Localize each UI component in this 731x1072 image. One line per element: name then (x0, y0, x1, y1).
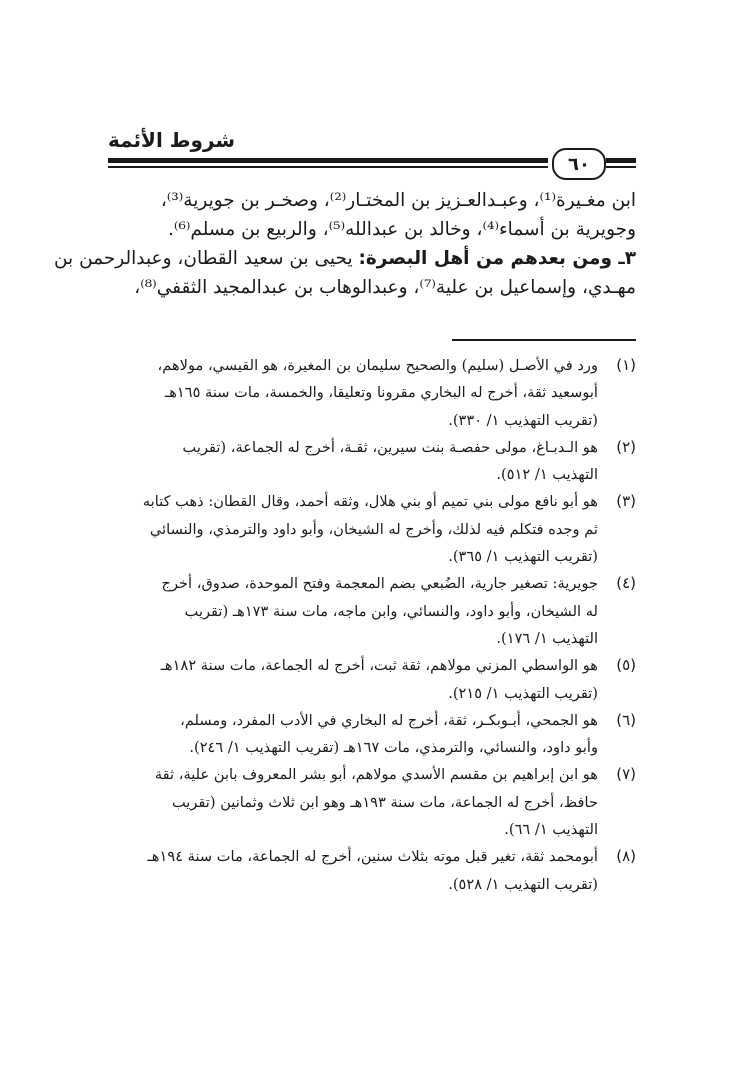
footnote (108, 707, 636, 762)
footnote-line: أبومحمد ثقة، تغير قبل موته بثلاث سنين، أخرج له الجماعة، مات سنة ١٩٤هـ (147, 848, 598, 866)
footnote-line: التهذيب ١/ ١٧٦). (496, 629, 598, 647)
body-line-text: يحيى بن سعيد القطان، وعبدالرحمن بن (53, 248, 359, 269)
footnote-line: (تقريب التهذيب ١/ ٣٣٠). (448, 411, 598, 429)
footnote-line: (تقريب التهذيب ١/ ٥٢٨). (448, 875, 598, 893)
footnote-line: (تقريب التهذيب ١/ ٢١٥). (448, 684, 598, 702)
footnote-number: (٢) (616, 437, 636, 456)
footnote-line: وأبو داود، والنسائي، والترمذي، مات ١٦٧هـ (تقريب التهذيب ١/ ٢٤٦). (189, 739, 598, 757)
footnote-line: التهذيب ١/ ٦٦). (504, 821, 598, 839)
footnote-line: حافظ، أخرج له الجماعة، مات سنة ١٩٣هـ وهو ابن ثلاث وثمانين (تقريب (171, 793, 598, 811)
footnote (108, 652, 636, 707)
footnote-number: (٦) (616, 710, 636, 729)
footnote-line: هو ابن إبراهيم بن مقسم الأسدي مولاهم، أبو بشر المعروف بابن علية، ثقة (154, 766, 598, 784)
footnote-line: ثم وجده فتكلم فيه لذلك، وأخرج له الشيخان، وأبو داود والترمذي، والنسائي (149, 520, 598, 538)
page-number: ٦٠ (552, 148, 606, 180)
footnote-number: (١) (616, 356, 636, 374)
footnote-line: له الشيخان، وأبو داود، والنسائي، وابن ماجه، مات سنة ١٧٣هـ (تقريب (184, 602, 598, 620)
body-line: وجويرية بن أسماء⁽⁴⁾، وخالد بن عبدالله⁽⁵⁾، والربيع بن مسلم⁽⁶⁾. (168, 219, 636, 240)
main-text (53, 186, 636, 302)
footnote-number: (٧) (616, 765, 636, 784)
footnote-line: أبوسعيد ثقة، أخرج له البخاري مقرونا وتعليقا، والخمسة، مات سنة ١٦٥هـ (164, 384, 598, 402)
section-heading: ٣ـ ومن بعدهم من أهل البصرة: (358, 248, 636, 269)
footnote (108, 761, 636, 843)
footnote-line: هو أبو نافع مولى بني تميم أو بني هلال، وثقه أحمد، وقال القطان: ذهب كتابه (142, 493, 598, 511)
running-title: شروط الأئمة (108, 128, 236, 152)
header-rule-thick (108, 158, 548, 163)
footnote-line: التهذيب ١/ ٥١٢). (496, 466, 598, 484)
header-rule-thin (108, 166, 548, 168)
footnote (108, 843, 636, 898)
footnote-number: (٤) (616, 574, 636, 593)
footnote-line: هو الـدبـاغ، مولى حفصـة بنت سيرين، ثقـة، أخرج له الجماعة، (تقريب (182, 438, 598, 456)
footnote-line: ورد في الأصـل (سليم) والصحيح سليمان بن المغيرة، هو القيسي، مولاهم، (157, 357, 598, 374)
footnotes (108, 352, 636, 898)
footnote-line: هو الجمحي، أبـوبكـر، ثقة، أخرج له البخاري في الأدب المفرد، ومسلم، (180, 711, 598, 729)
footnote-separator (452, 339, 636, 341)
footnote (108, 570, 636, 652)
footnote-line: (تقريب التهذيب ١/ ٣٦٥). (448, 548, 598, 566)
header-rule-thick-right (606, 158, 636, 163)
header-rule-thin-right (606, 166, 636, 168)
footnote-number: (٨) (616, 847, 636, 866)
footnote-line: هو الواسطي المزني مولاهم، ثقة ثبت، أخرج له الجماعة، مات سنة ١٨٢هـ (160, 657, 598, 675)
body-line: مهـدي، وإسماعيل بن علية⁽⁷⁾، وعبدالوهاب بن عبدالمجيد الثقفي⁽⁸⁾، (134, 277, 636, 298)
footnote (108, 352, 636, 434)
footnote-number: (٣) (616, 492, 636, 511)
body-line (53, 244, 636, 273)
footnote-line: جويرية: تصغير جارية، الضُبعي بضم المعجمة وفتح الموحدة، صدوق، أخرج (161, 575, 598, 593)
footnote-number: (٥) (616, 656, 636, 675)
footnote (108, 488, 636, 570)
body-line: ابن مغـيرة⁽¹⁾، وعبـدالعـزيز بن المختـار⁽²⁾، وصخـر بن جويرية⁽³⁾، (160, 190, 636, 211)
footnote (108, 434, 636, 489)
